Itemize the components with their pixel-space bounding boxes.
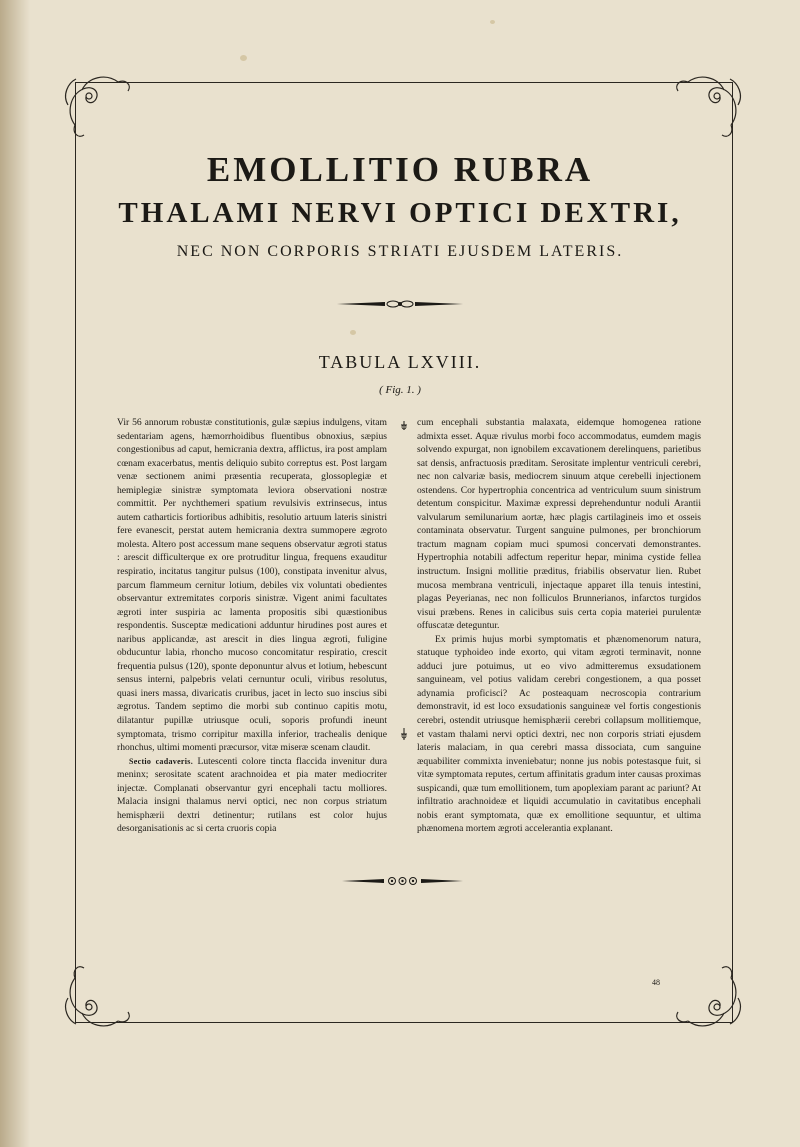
section-label: Sectio cadaveris. — [129, 756, 194, 766]
case-history-paragraph: Vir 56 annorum robustæ constitutionis, gulæ sæpius indulgens, vitam sedentariam agens, hæmorrhoidibus fluentibus obnoxius, sæpius congestionibus ad caput, hemicrania dextra, afflictus, ira post amplam cœnam exacerbatus, mentis deliquio subito correptus est. Post largam venæ sectionem animi præsentia recuperata, glossoplegiæ et hemiplegiæ sinistræ symptomata leviora observationi nostræ committit. Per nychthemeri spatium revulsivis extrinsecus, intus autem catharticis fortioribus adhibitis, resolutio artuum lateris sinistri fere evanescit, perstat autem hemicrania dextra summopere ægroto molesta. Altero post accessum mane sequens observatur ægroti status : arescit difficulterque ex ore protruditur lingua, frequens exauditur respiratio, incitatus tangitur pulsus (100), constipata invenitur alvus, parcum flammeum cernitur lotium, debiles vix voluntati obedientes observantur extremitates corporis sinistræ. Vigent animi facultates ægroti inter suspiria ac lamenta propositis sibi quæstionibus respondentis. Susceptæ medicationi adduntur hirudines post aures et naribus applicandæ, ast arescit in dies lingua ægroti, fuligine obducuntur labia, rhoncho mucoso concomitatur respiratio, crescit frequentia pulsus (120), sponte deponuntur alvus et lotium, hebescunt sensus interni, palpebris velati cernuntur oculi, viribus resolutus, quasi iners massa, divaricatis cruribus, jacet in lecto suo inscius sibi ægrotus. Tandem septimo die morbi sub continuo capitis motu, dilatantur pupillæ utriusque oculi, soporis profundi ineunt symptomata, trismo corripitur maxilla inferior, trachealis denique rhonchus, ultimi momenti præcursor, vitæ miseræ scenam claudit. — [117, 417, 387, 754]
stain — [490, 20, 495, 24]
rule-ornament-icon — [335, 298, 465, 310]
tailpiece-ornament-icon — [340, 873, 465, 889]
figure-reference: ( Fig. 1. ) — [379, 384, 421, 396]
stain — [240, 55, 247, 61]
plate-heading: TABULA LXVIII. — [318, 352, 482, 372]
corner-flourish-icon — [58, 65, 138, 145]
discussion-paragraph: Ex primis hujus morbi symptomatis et phænomenorum natura, statuque typhoideo inde exorto, qui vitam ægroti terminavit, nonne adduci jure potuimus, ut eo vivo admitteremus exsudationem sanguineam, vel potius validam cerebri congestionem, a qua posset adynamia proficisci? Ac posteaquam necroscopia contrarium demonstravit, id est loco exsudationis sanguineæ vel fortis congestionis cerebri, ostendit utriusque hemisphærii cerebri collapsum mollitiemque, et vastam thalami nervi optici dextri, nec non corporis striati ejusdem lateris malaciam, in qua cerebri massa dissociata, cum sanguine æquabiliter commixta inveniebatur; nonne jus nobis potestasque fuit, si vitæ symptomata reputes, certum affinitatis gradum inter causas proximas suspicandi, quæ tum emollitionem, tum apoplexiam parant ac pariunt? At infiltratio arachnoideæ et liquidi accumulatio in cavitatibus encephali nobis erant symptomata, quæ ex emollitione sequuntur, et ultima phænomena mortem ægroti accelerantia explanant. — [417, 633, 701, 835]
corner-flourish-icon — [58, 958, 138, 1038]
autopsy-paragraph — [117, 755, 387, 836]
title-line-1: EMOLLITIO RUBRA — [206, 150, 594, 189]
right-column — [417, 416, 701, 836]
corner-flourish-icon — [668, 65, 748, 145]
title-line-3: NEC NON CORPORIS STRIATI EJUSDEM LATERIS. — [176, 243, 624, 260]
autopsy-continued-paragraph: cum encephali substantia malaxata, eidemque homogenea ratione admixta esset. Aquæ rivulus morbi foco accommodatus, eumdem magis solvendo expurgat, non ignobilem excavationem derelinquens, parietibus sat densis, anfractuosis præditam. Serositate implentur ventriculi cerebri, nec non calvariæ basis, mediocrem sinuum atque cerebelli injectionem ostendens. Cor hypertrophia concentrica ad ventriculum suum sinistrum detentum conspicitur. Maximæ expressi deprehenduntur noduli Arantii valvularum semilunarium aortæ, hæc plagis cartilagineis imo et osseis contaminata observatur. Turgent sanguine pulmones, per bronchiorum tractum magnam copiam muci spumosi concervati demonstrantes. Hypertrophia notabili adfectum reperitur hepar, minima cystide fellea instructum. Insigni mollitie præditus, friabilis observatur lien. Rubet mucosa membrana ventriculi, injectaque apparet illa tenuis intestini, plagas Peyerianas, nec non folliculos Brunnerianos, infarctos turgidos visui præbens. Renes in calicibus suis certa copia materiei purulentæ offuscatæ deteguntur. — [417, 417, 701, 632]
autopsy-text: Lutescenti colore tincta flaccida invenitur dura meninx; serositate scatent arachnoidea et pia mater mediocriter injectæ. Complanati observantur gyri encephali tactu molliores. Malacia insigni thalamus nervi optici, nec non corpus striatum hemisphærii dextri detinentur; rutilans est color hujus desorganisationis ac si certa cruoris copia — [117, 755, 387, 835]
left-column — [117, 416, 387, 836]
title-line-2: THALAMI NERVI OPTICI DEXTRI, — [118, 197, 682, 229]
page-number: 48 — [652, 978, 660, 987]
column-divider — [399, 418, 409, 743]
corner-flourish-icon — [668, 958, 748, 1038]
